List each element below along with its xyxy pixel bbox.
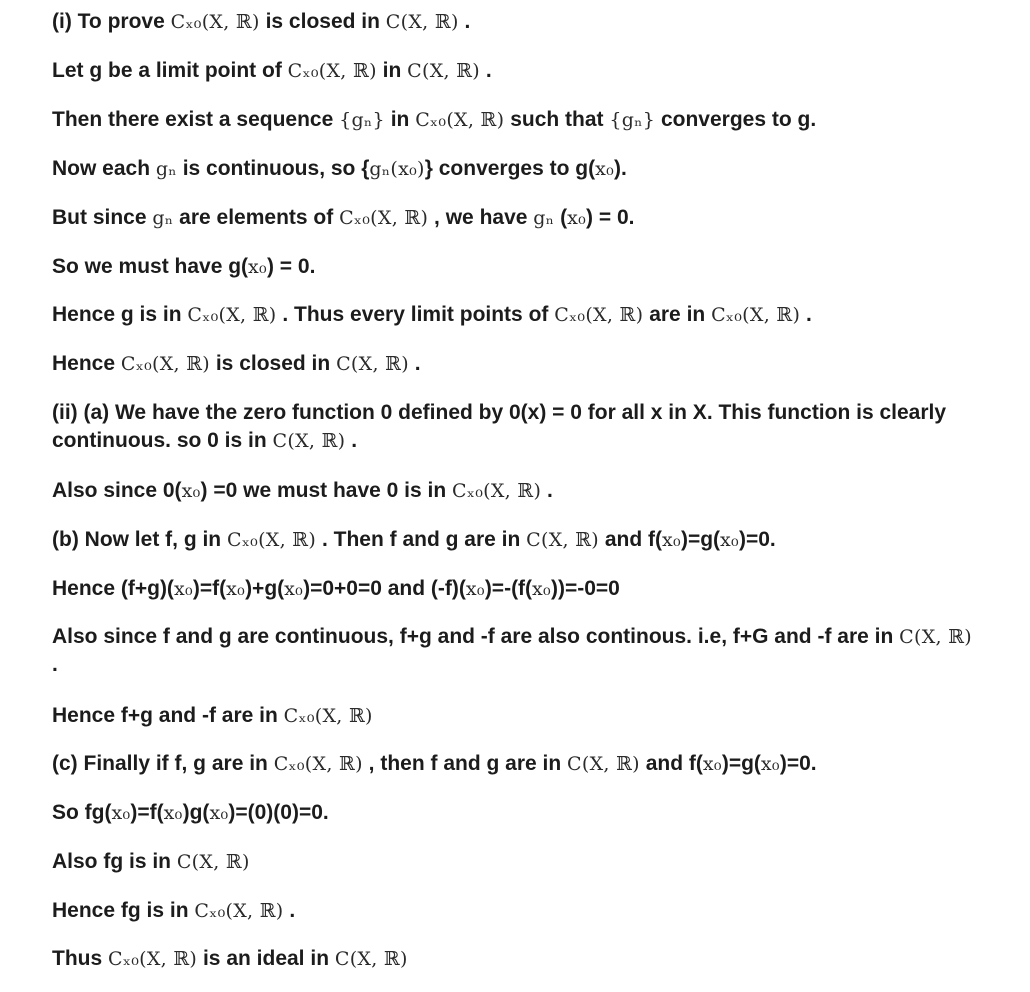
- text-run: )=0+0=0 and (-f)(: [303, 577, 466, 600]
- math-expression: x₀: [226, 578, 246, 600]
- text-run: is closed in: [210, 352, 337, 375]
- math-expression: Cₓ₀(X, ℝ): [187, 304, 277, 326]
- math-expression: Cₓ₀(X, ℝ): [108, 948, 198, 970]
- math-expression: x₀: [595, 158, 615, 180]
- text-run: )=0.: [738, 528, 776, 551]
- proof-line-9: [52, 399, 972, 455]
- text-run: (ii) (a) We have the zero function 0 defined by 0(x) = 0 for all x in X. This function is clearly continuous. so 0 is in: [52, 401, 947, 452]
- text-run: and f(: [639, 752, 703, 775]
- text-run: in: [384, 108, 416, 131]
- math-expression: x₀: [465, 578, 485, 600]
- text-run: . Thus every limit points of: [276, 303, 555, 326]
- text-run: Hence (f+g)(: [52, 577, 174, 600]
- math-expression: x₀: [181, 480, 201, 502]
- text-run: in: [376, 59, 408, 82]
- proof-line-15: [52, 750, 972, 778]
- proof-line-16: [52, 799, 972, 827]
- text-run: )+g(: [245, 577, 285, 600]
- text-run: (c) Finally if f, g are in: [52, 752, 274, 775]
- text-run: Then there exist a sequence: [52, 108, 340, 131]
- math-expression: C(X, ℝ): [899, 626, 972, 648]
- text-run: , we have: [428, 206, 534, 229]
- proof-line-12: [52, 575, 972, 603]
- math-expression: C(X, ℝ): [385, 11, 459, 33]
- text-run: )=-(f(: [484, 577, 533, 600]
- text-run: .: [408, 352, 421, 375]
- text-run: Let g be a limit point of: [52, 59, 288, 82]
- math-expression: gₙ: [155, 158, 177, 180]
- text-run: So fg(: [52, 801, 112, 824]
- math-expression: Cₓ₀(X, ℝ): [415, 109, 505, 131]
- math-expression: C(X, ℝ): [567, 753, 640, 775]
- text-run: is an ideal in: [197, 947, 335, 970]
- text-run: . Then f and g are in: [316, 528, 527, 551]
- math-expression: x₀: [532, 578, 551, 600]
- text-run: is closed in: [259, 10, 386, 33]
- text-run: is continuous, so {: [176, 157, 370, 180]
- math-expression: x₀: [173, 578, 193, 600]
- text-run: } converges to g(: [424, 157, 596, 180]
- math-expression: C(X, ℝ): [526, 529, 600, 551]
- text-run: ))=-0=0: [550, 577, 620, 600]
- math-expression: Cₓ₀(X, ℝ): [273, 753, 363, 775]
- text-run: .: [52, 653, 58, 676]
- math-expression: {gₙ}: [339, 109, 385, 131]
- text-run: (b) Now let f, g in: [52, 528, 227, 551]
- text-run: , then f and g are in: [362, 752, 568, 775]
- text-run: )=0.: [779, 752, 817, 775]
- math-expression: Cₓ₀(X, ℝ): [194, 900, 284, 922]
- text-run: (i) To prove: [52, 10, 171, 33]
- text-run: and f(: [599, 528, 663, 551]
- text-run: )=g(: [680, 528, 721, 551]
- math-expression: x₀: [567, 207, 587, 229]
- text-run: ) =0 we must have 0 is in: [200, 479, 453, 502]
- proof-line-18: [52, 897, 972, 925]
- text-run: But since: [52, 206, 153, 229]
- text-run: such that: [504, 108, 610, 131]
- text-run: Hence g is in: [52, 303, 188, 326]
- text-run: )g(: [182, 801, 210, 824]
- math-expression: C(X, ℝ): [176, 851, 250, 873]
- text-run: are elements of: [173, 206, 340, 229]
- text-run: .: [800, 303, 812, 326]
- math-expression: gₙ: [533, 207, 555, 229]
- text-run: Also fg is in: [52, 850, 177, 873]
- proof-line-11: [52, 526, 972, 554]
- proof-line-3: [52, 106, 972, 134]
- math-expression: gₙ(x₀): [369, 158, 425, 180]
- text-run: .: [345, 429, 358, 452]
- math-expression: {gₙ}: [609, 109, 656, 131]
- text-run: Hence f+g and -f are in: [52, 704, 284, 727]
- proof-line-17: [52, 848, 972, 876]
- math-expression: Cₓ₀(X, ℝ): [452, 480, 542, 502]
- math-expression: Cₓ₀(X, ℝ): [287, 60, 377, 82]
- proof-line-6: [52, 253, 972, 281]
- math-expression: Cₓ₀(X, ℝ): [170, 11, 260, 33]
- proof-line-13: [52, 623, 972, 679]
- math-expression: x₀: [662, 529, 681, 551]
- text-run: ).: [614, 157, 627, 180]
- math-expression: Cₓ₀(X, ℝ): [120, 353, 211, 375]
- text-run: )=f(: [192, 577, 227, 600]
- math-expression: C(X, ℝ): [336, 353, 409, 375]
- math-expression: Cₓ₀(X, ℝ): [554, 304, 644, 326]
- text-run: )=(0)(0)=0.: [228, 801, 329, 824]
- text-run: converges to g.: [655, 108, 817, 131]
- text-run: )=g(: [721, 752, 761, 775]
- math-expression: gₙ: [152, 207, 174, 229]
- math-expression: Cₓ₀(X, ℝ): [339, 207, 429, 229]
- text-run: Thus: [52, 947, 108, 970]
- text-run: ) = 0.: [266, 255, 316, 278]
- proof-line-2: [52, 57, 972, 85]
- text-run: Also since f and g are continuous, f+g and -f are also continous. i.e, f+G and -f are in: [52, 625, 900, 648]
- text-run: (: [554, 206, 568, 229]
- text-run: Hence fg is in: [52, 899, 195, 922]
- proof-line-10: [52, 477, 972, 505]
- text-run: Hence: [52, 352, 121, 375]
- math-expression: x₀: [760, 753, 780, 775]
- text-run: .: [458, 10, 471, 33]
- text-run: are in: [643, 303, 712, 326]
- text-run: So we must have g(: [52, 255, 249, 278]
- math-expression: x₀: [163, 802, 183, 824]
- text-run: .: [541, 479, 553, 502]
- proof-line-19: [52, 945, 972, 973]
- text-run: .: [283, 899, 296, 922]
- math-expression: x₀: [284, 578, 304, 600]
- proof-line-8: [52, 350, 972, 378]
- text-run: .: [480, 59, 492, 82]
- text-run: Also since 0(: [52, 479, 182, 502]
- math-expression: x₀: [209, 802, 229, 824]
- text-run: Now each: [52, 157, 156, 180]
- text-run: )=f(: [130, 801, 164, 824]
- math-expression: x₀: [702, 753, 722, 775]
- math-expression: Cₓ₀(X, ℝ): [226, 529, 317, 551]
- proof-line-7: [52, 301, 972, 329]
- proof-line-14: [52, 702, 972, 730]
- math-expression: Cₓ₀(X, ℝ): [283, 705, 373, 727]
- proof-line-4: [52, 155, 972, 183]
- math-expression: x₀: [248, 256, 267, 278]
- proof-line-5: [52, 204, 972, 232]
- text-run: ) = 0.: [586, 206, 635, 229]
- math-expression: x₀: [111, 802, 131, 824]
- math-expression: C(X, ℝ): [407, 60, 480, 82]
- math-expression: C(X, ℝ): [334, 948, 408, 970]
- math-expression: x₀: [720, 529, 739, 551]
- math-expression: Cₓ₀(X, ℝ): [711, 304, 801, 326]
- math-expression: C(X, ℝ): [272, 430, 346, 452]
- proof-line-1: [52, 8, 972, 36]
